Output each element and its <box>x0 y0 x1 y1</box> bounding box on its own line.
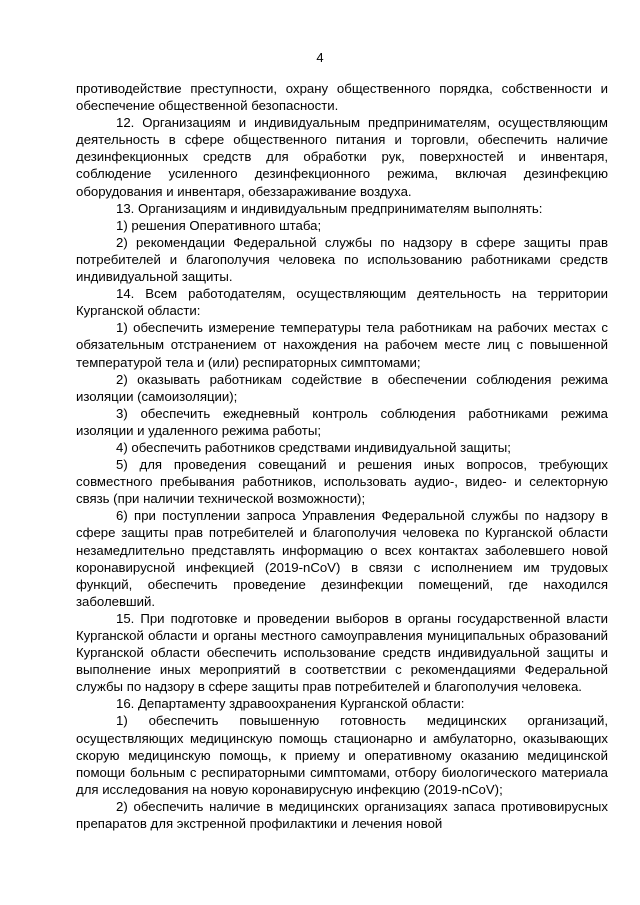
paragraph: 1) обеспечить повышенную готовность медицинских организаций, осуществляющих медицинскую помощь стационарно и амбулаторно, оказывающих скорую медицинскую помощь, к приему и оперативному оказанию медицинской помощи больным с респираторными симптомами, отбору биологического материала для исследования на новую коронавирусную инфекцию (2019-nCoV); <box>76 713 608 797</box>
paragraph: 5) для проведения совещаний и решения иных вопросов, требующих совместного пребывания работников, использовать аудио-, видео- и селекторную связь (при наличии технической возможности); <box>76 457 608 507</box>
page-number: 4 <box>316 50 324 65</box>
paragraph: 4) обеспечить работников средствами индивидуальной защиты; <box>116 439 511 455</box>
paragraph: 1) решения Оперативного штаба; <box>116 217 322 233</box>
paragraph: 14. Всем работодателям, осуществляющим деятельность на территории Курганской области: <box>76 286 608 319</box>
paragraph: 16. Департаменту здравоохранения Курганской области: <box>116 696 465 712</box>
paragraph: 2) оказывать работникам содействие в обеспечении соблюдения режима изоляции (самоизоляции); <box>76 371 608 404</box>
paragraph: 15. При подготовке и проведении выборов в органы государственной власти Курганской области и органы местного самоуправления муниципальных образований Курганской области обеспечить использование средств индивидуальной защиты и выполнение иных мероприятий в соответствии с рекомендациями Федеральной службы по надзору в сфере защиты прав потребителей и благополучия человека. <box>76 610 608 695</box>
paragraph: 2) рекомендации Федеральной службы по надзору в сфере защиты прав потребителей и благополучия человека по использованию работниками средств индивидуальной защиты. <box>76 234 608 285</box>
paragraph: 1) обеспечить измерение температуры тела работникам на рабочих местах с обязательным отстранением от нахождения на рабочем месте лиц с повышенной температурой тела и (или) респираторных симптомами; <box>76 320 608 370</box>
paragraph: противодействие преступности, охрану общественного порядка, собственности и обеспечение общественной безопасности. <box>76 81 608 114</box>
paragraph: 13. Организациям и индивидуальным предпринимателям выполнять: <box>116 200 543 216</box>
document-body <box>76 80 608 832</box>
paragraph: 2) обеспечить наличие в медицинских организациях запаса противовирусных препаратов для экстренной профилактики и лечения новой <box>76 798 608 832</box>
paragraph: 3) обеспечить ежедневный контроль соблюдения работниками режима изоляции и удаленного режима работы; <box>76 405 608 438</box>
paragraph: 12. Организациям и индивидуальным предпринимателям, осуществляющим деятельность в сфере общественного питания и торговли, обеспечить наличие дезинфекционных средств для обработки рук, поверхностей и инвентаря, соблюдение усиленного дезинфекционного режима, включая дезинфекцию оборудования и инвентаря, обеззараживание воздуха. <box>76 115 608 199</box>
paragraph: 6) при поступлении запроса Управления Федеральной службы по надзору в сфере защиты прав потребителей и благополучия человека по Курганской области незамедлительно представлять информацию о всех контактах заболевшего новой коронавирусной инфекцией (2019-nCoV) в связи с исполнением им трудовых функций, обеспечить проведение дезинфекции помещений, где находился заболевший. <box>76 508 608 609</box>
